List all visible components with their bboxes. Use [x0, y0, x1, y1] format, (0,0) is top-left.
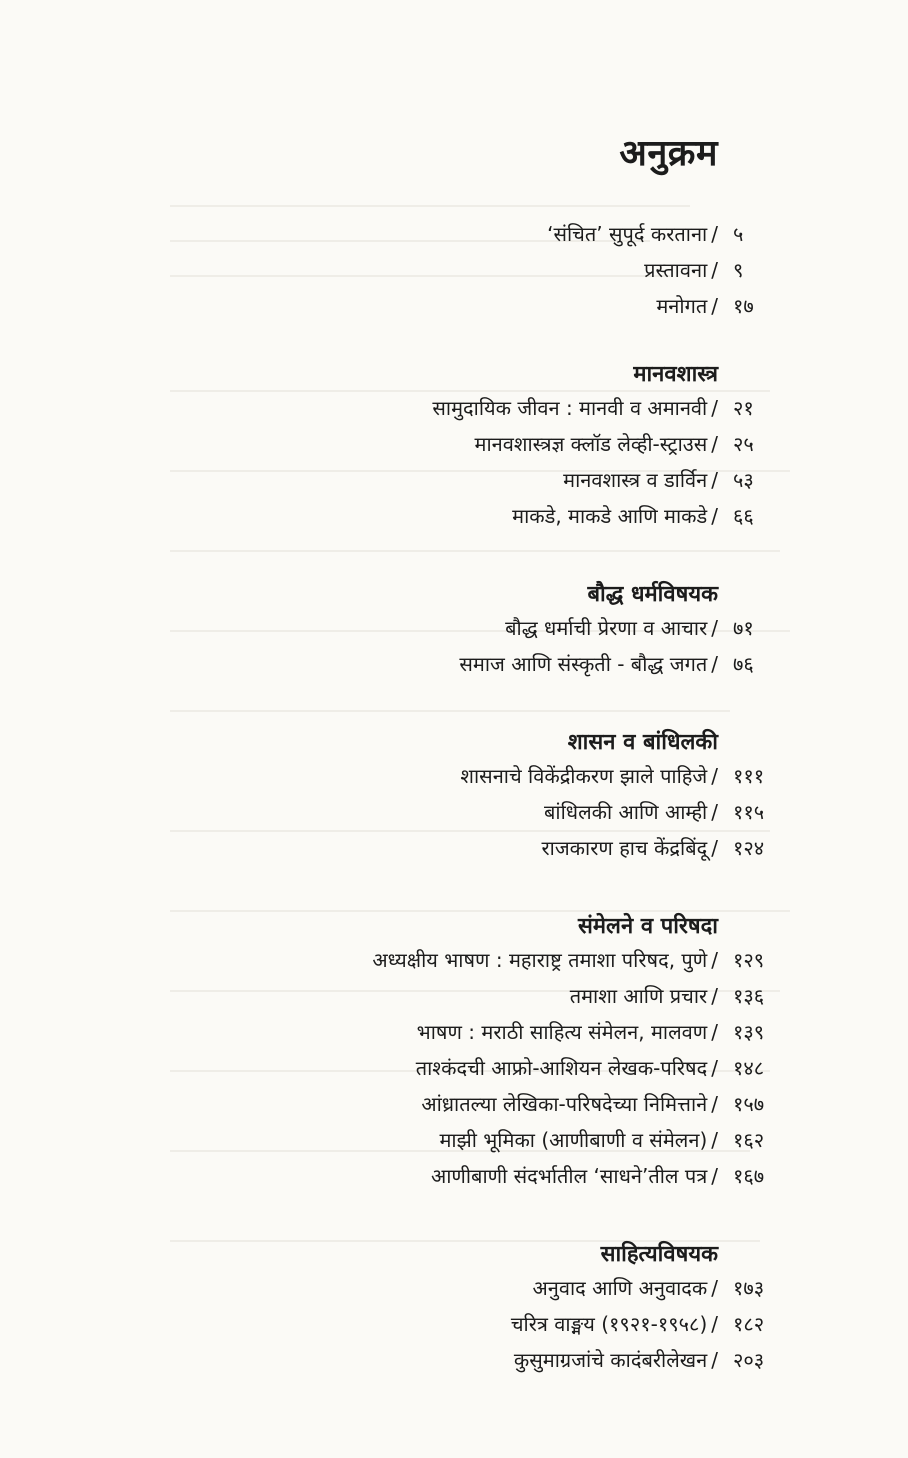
- entry-title: सामुदायिक जीवन : मानवी व अमानवी: [432, 396, 708, 420]
- entry-title: चरित्र वाङ्मय (१९२१-१९५८): [510, 1312, 708, 1336]
- entry-separator: /: [711, 800, 718, 824]
- toc-entry[interactable]: [158, 1342, 765, 1378]
- entry-page-number: ५३: [733, 468, 754, 492]
- entry-title: मानवशास्त्रज्ञ क्लॉड लेव्ही-स्ट्राउस: [474, 432, 708, 456]
- entry-page-number: १११: [733, 764, 765, 788]
- toc-entry[interactable]: [158, 426, 754, 462]
- toc-entry[interactable]: [158, 942, 765, 978]
- entry-page-number: १३९: [733, 1020, 765, 1044]
- entry-separator: /: [711, 294, 718, 318]
- table-of-contents: [158, 130, 765, 1378]
- toc-section-conferences: [158, 912, 765, 1194]
- entry-title: आणीबाणी संदर्भातील ‘साधने’तील पत्र: [430, 1164, 708, 1188]
- toc-section-anthropology: [158, 360, 754, 534]
- entry-separator: /: [711, 258, 718, 282]
- entry-separator: /: [711, 468, 718, 492]
- entry-separator: /: [711, 984, 718, 1008]
- entry-title: तमाशा आणि प्रचार: [569, 984, 708, 1008]
- toc-entry[interactable]: [158, 978, 765, 1014]
- entry-page-number: १२४: [733, 836, 765, 860]
- entry-separator: /: [711, 432, 718, 456]
- entry-page-number: ६६: [733, 504, 754, 528]
- entry-page-number: १४८: [733, 1056, 765, 1080]
- entry-title: समाज आणि संस्कृती - बौद्ध जगत: [459, 652, 708, 676]
- entry-separator: /: [711, 1092, 718, 1116]
- entry-page-number: ११५: [733, 800, 765, 824]
- entry-page-number: १७: [733, 294, 754, 318]
- page-title: अनुक्रम: [619, 133, 718, 174]
- entry-page-number: १२९: [733, 948, 765, 972]
- entry-title: कुसुमाग्रजांचे कादंबरीलेखन: [513, 1348, 708, 1372]
- entry-page-number: ५: [733, 222, 744, 246]
- entry-title: मनोगत: [656, 294, 708, 318]
- entry-title: बौद्ध धर्माची प्रेरणा व आचार: [505, 616, 708, 640]
- entry-separator: /: [711, 1020, 718, 1044]
- entry-title: शासनाचे विकेंद्रीकरण झाले पाहिजे: [460, 764, 708, 788]
- entry-separator: /: [711, 1128, 718, 1152]
- section-title: मानवशास्त्र: [633, 362, 718, 387]
- toc-entry[interactable]: [158, 498, 754, 534]
- entry-separator: /: [711, 616, 718, 640]
- section-title: संमेलने व परिषदा: [578, 914, 718, 939]
- entry-title: भाषण : मराठी साहित्य संमेलन, मालवण: [416, 1020, 708, 1044]
- entry-title: मानवशास्त्र व डार्विन: [563, 468, 708, 492]
- entry-title: माझी भूमिका (आणीबाणी व संमेलन): [439, 1128, 708, 1152]
- entry-page-number: १७३: [733, 1276, 765, 1300]
- entry-page-number: १८२: [733, 1312, 765, 1336]
- entry-page-number: २०३: [733, 1348, 765, 1372]
- entry-separator: /: [711, 396, 718, 420]
- toc-entry[interactable]: [158, 830, 765, 866]
- toc-entry[interactable]: [158, 1270, 765, 1306]
- section-title: साहित्यविषयक: [600, 1242, 718, 1267]
- entry-page-number: २५: [733, 432, 754, 456]
- entry-separator: /: [711, 1164, 718, 1188]
- entry-page-number: १६७: [733, 1164, 765, 1188]
- entry-page-number: ७६: [733, 652, 754, 676]
- entry-title: अनुवाद आणि अनुवादक: [532, 1276, 708, 1300]
- entry-page-number: ७१: [733, 616, 754, 640]
- section-title: बौद्ध धर्मविषयक: [587, 582, 718, 607]
- entry-separator: /: [711, 948, 718, 972]
- entry-title: अध्यक्षीय भाषण : महाराष्ट्र तमाशा परिषद, पुणे: [372, 948, 708, 972]
- entry-separator: /: [711, 764, 718, 788]
- entry-page-number: ९: [733, 258, 744, 282]
- toc-entry[interactable]: [158, 390, 754, 426]
- entry-separator: /: [711, 1312, 718, 1336]
- section-title: शासन व बांधिलकी: [567, 730, 718, 755]
- entry-separator: /: [711, 1276, 718, 1300]
- entry-title: प्रस्तावना: [644, 258, 708, 282]
- toc-entry[interactable]: [158, 1122, 765, 1158]
- toc-section-buddhism: [158, 580, 754, 682]
- entry-separator: /: [711, 504, 718, 528]
- entry-separator: /: [711, 1348, 718, 1372]
- entry-title: ‘संचित’ सुपूर्द करताना: [547, 222, 708, 246]
- entry-separator: /: [711, 222, 718, 246]
- entry-title: राजकारण हाच केंद्रबिंदू: [541, 836, 708, 860]
- entry-title: बांधिलकी आणि आम्ही: [543, 800, 708, 824]
- entry-page-number: १५७: [733, 1092, 765, 1116]
- toc-section-governance: [158, 728, 765, 866]
- entry-separator: /: [711, 836, 718, 860]
- entry-title: ताश्कंदची आफ्रो-आशियन लेखक-परिषद: [415, 1056, 708, 1080]
- toc-entry[interactable]: [158, 1158, 765, 1194]
- toc-entry[interactable]: [158, 758, 765, 794]
- toc-entry[interactable]: [158, 462, 754, 498]
- toc-entry[interactable]: [158, 1086, 765, 1122]
- toc-entry[interactable]: [158, 1014, 765, 1050]
- toc-entry[interactable]: [158, 1050, 765, 1086]
- entry-separator: /: [711, 1056, 718, 1080]
- toc-entry[interactable]: [158, 1306, 765, 1342]
- toc-section-literature: [158, 1240, 765, 1378]
- entry-title: आंध्रातल्या लेखिका-परिषदेच्या निमित्ताने: [421, 1092, 708, 1116]
- toc-entry[interactable]: [158, 646, 754, 682]
- entry-page-number: २१: [733, 396, 754, 420]
- entry-separator: /: [711, 652, 718, 676]
- toc-entry[interactable]: [158, 794, 765, 830]
- entry-page-number: १३६: [733, 984, 765, 1008]
- toc-entry[interactable]: [158, 288, 754, 324]
- entry-page-number: १६२: [733, 1128, 765, 1152]
- toc-entry[interactable]: [158, 216, 744, 252]
- toc-entry[interactable]: [158, 610, 754, 646]
- entry-title: माकडे, माकडे आणि माकडे: [512, 504, 708, 528]
- toc-entry[interactable]: [158, 252, 744, 288]
- front-matter: [158, 216, 754, 324]
